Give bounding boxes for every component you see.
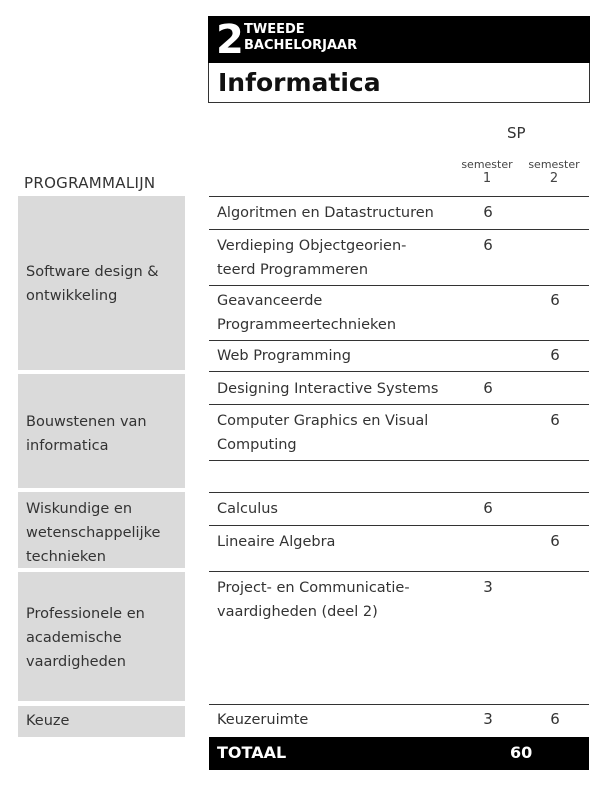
category-label-line: Bouwstenen van xyxy=(26,414,147,430)
programmalijn-header: PROGRAMMALIJN xyxy=(24,174,156,192)
year-label xyxy=(244,22,357,54)
category-label xyxy=(26,410,147,458)
semester2-header xyxy=(524,158,584,186)
category-label-line: informatica xyxy=(26,438,109,454)
course-name-line: teerd Programmeren xyxy=(217,262,369,278)
course-name xyxy=(217,576,467,624)
semester2-label: semester xyxy=(528,158,580,171)
course-sp-sem2: 6 xyxy=(550,532,560,550)
row-divider xyxy=(209,340,589,341)
category-label-line: Software design & xyxy=(26,264,159,280)
row-divider xyxy=(209,492,589,493)
category-label-line: academische xyxy=(26,630,122,646)
category-label-line: technieken xyxy=(26,549,106,565)
course-name: Web Programming xyxy=(217,348,351,364)
year-label-line2: BACHELORJAAR xyxy=(244,38,358,53)
category-label-line: wetenschappelijke xyxy=(26,525,161,541)
category-label xyxy=(26,497,160,569)
course-sp-sem1: 3 xyxy=(483,578,493,596)
course-name xyxy=(217,289,467,337)
year-label-line1: TWEEDE xyxy=(244,22,305,37)
category-label xyxy=(26,260,159,308)
course-name: Lineaire Algebra xyxy=(217,534,336,550)
sp-column-header: SP xyxy=(507,124,526,142)
course-name-line: Project- en Communicatie- xyxy=(217,580,410,596)
course-sp-sem2: 6 xyxy=(550,346,560,364)
total-row xyxy=(209,737,589,770)
semester1-number: 1 xyxy=(482,171,492,186)
row-divider xyxy=(209,371,589,372)
course-sp-sem1: 6 xyxy=(483,236,493,254)
category-label-line: Wiskundige en xyxy=(26,501,133,517)
semester1-label: semester xyxy=(461,158,513,171)
course-name-line: Computer Graphics en Visual xyxy=(217,413,429,429)
row-divider xyxy=(209,525,589,526)
category-label xyxy=(26,709,69,733)
category-software-design xyxy=(18,196,185,370)
course-sp-sem2: 6 xyxy=(550,291,560,309)
row-divider xyxy=(209,704,589,705)
total-label: TOTAAL xyxy=(217,743,287,762)
row-divider xyxy=(209,196,589,197)
course-name: Algoritmen en Datastructuren xyxy=(217,205,434,221)
course-sp-sem2: 6 xyxy=(550,411,560,429)
row-divider xyxy=(209,229,589,230)
course-name: Designing Interactive Systems xyxy=(217,381,439,397)
row-divider xyxy=(209,571,589,572)
course-sp-sem1: 6 xyxy=(483,499,493,517)
course-name-line: Verdieping Objectgeorien- xyxy=(217,238,407,254)
year-number: 2 xyxy=(216,17,243,63)
category-professionele xyxy=(18,572,185,701)
category-wiskundige xyxy=(18,492,185,568)
category-label-line: vaardigheden xyxy=(26,654,126,670)
course-sp-sem1: 6 xyxy=(483,379,493,397)
course-name: Calculus xyxy=(217,501,278,517)
category-bouwstenen xyxy=(18,374,185,488)
row-divider xyxy=(209,404,589,405)
total-value: 60 xyxy=(510,743,533,762)
category-label-line: Keuze xyxy=(26,713,70,729)
category-label xyxy=(26,602,145,674)
semester1-header xyxy=(457,158,517,186)
course-name: Keuzeruimte xyxy=(217,712,309,728)
course-sp-sem1: 3 xyxy=(483,710,493,728)
program-title-box xyxy=(208,63,590,103)
course-name-line: Programmeertechnieken xyxy=(217,317,397,333)
course-sp-sem1: 6 xyxy=(483,203,493,221)
course-name-line: Computing xyxy=(217,437,297,453)
category-keuze xyxy=(18,706,185,737)
program-title: Informatica xyxy=(218,68,381,97)
category-label-line: ontwikkeling xyxy=(26,288,118,304)
course-name xyxy=(217,234,467,282)
row-divider xyxy=(209,460,589,461)
semester2-number: 2 xyxy=(549,171,559,186)
course-name-line: vaardigheden (deel 2) xyxy=(217,604,378,620)
course-name-line: Geavanceerde xyxy=(217,293,323,309)
row-divider xyxy=(209,285,589,286)
course-name xyxy=(217,409,467,457)
category-label-line: Professionele en xyxy=(26,606,145,622)
course-sp-sem2: 6 xyxy=(550,710,560,728)
year-banner xyxy=(208,16,590,63)
